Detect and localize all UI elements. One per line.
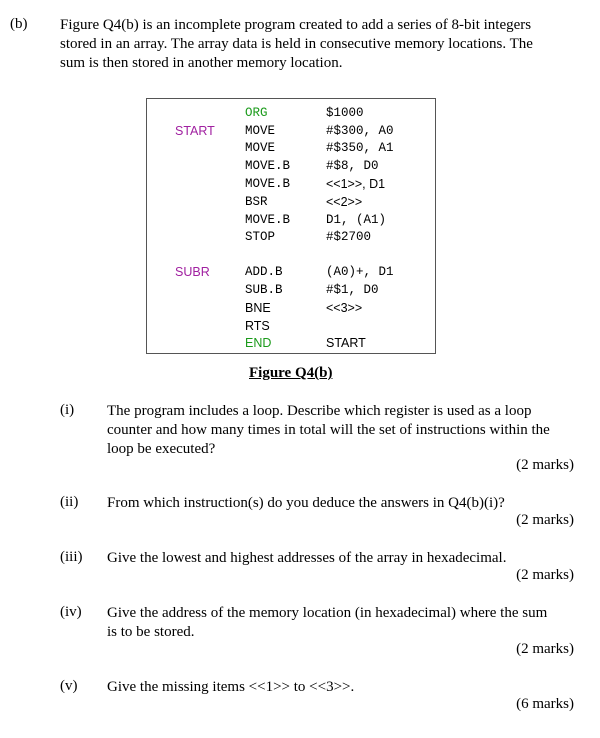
code-opcode: SUB.B xyxy=(245,283,283,297)
marks-label: (2 marks) xyxy=(516,457,574,473)
part-label: (b) xyxy=(10,16,28,32)
marks-label: (2 marks) xyxy=(516,641,574,657)
question-number: (ii) xyxy=(60,494,79,510)
code-operand: $1000 xyxy=(326,106,364,120)
code-line xyxy=(147,319,435,337)
code-line xyxy=(147,141,435,159)
intro-line: stored in an array. The array data is held in consecutive memory locations. The xyxy=(60,36,533,52)
code-operand: START xyxy=(326,336,366,350)
question-line: From which instruction(s) do you deduce the answers in Q4(b)(i)? xyxy=(107,495,505,511)
code-figure xyxy=(146,98,436,354)
marks-label: (6 marks) xyxy=(516,696,574,712)
code-line xyxy=(147,283,435,301)
code-line xyxy=(147,159,435,177)
code-label: SUBR xyxy=(175,265,210,279)
code-opcode: MOVE.B xyxy=(245,177,291,191)
marks-label: (2 marks) xyxy=(516,512,574,528)
code-operand: <<3>> xyxy=(326,301,363,315)
code-operand: (A0)+, D1 xyxy=(326,265,394,279)
intro-line: Figure Q4(b) is an incomplete program created to add a series of 8-bit integers xyxy=(60,17,532,33)
code-operand: #$2700 xyxy=(326,230,372,244)
code-operand: D1, (A1) xyxy=(326,213,387,227)
code-opcode: RTS xyxy=(245,319,270,333)
code-line xyxy=(147,177,435,195)
code-opcode: MOVE xyxy=(245,141,276,155)
code-line xyxy=(147,301,435,319)
code-line xyxy=(147,230,435,248)
question-line: is to be stored. xyxy=(107,624,195,640)
code-opcode: STOP xyxy=(245,230,276,244)
question-number: (v) xyxy=(60,678,78,694)
question-line: Give the address of the memory location (in hexadecimal) where the sum xyxy=(107,605,548,621)
code-opcode: BSR xyxy=(245,195,268,209)
question-number: (i) xyxy=(60,402,75,418)
code-operand: #$300, A0 xyxy=(326,124,394,138)
code-operand: #$8, D0 xyxy=(326,159,379,173)
code-operand: #$1, D0 xyxy=(326,283,379,297)
code-opcode: MOVE.B xyxy=(245,213,291,227)
question-text xyxy=(107,678,582,697)
code-operand: <<1>>, D1 xyxy=(326,177,386,191)
code-directive: END xyxy=(245,336,272,350)
question-line: loop be executed? xyxy=(107,441,216,457)
code-operand: #$350, A1 xyxy=(326,141,394,155)
question-number: (iv) xyxy=(60,604,82,620)
code-opcode: ADD.B xyxy=(245,265,283,279)
code-line xyxy=(147,195,435,213)
marks-label: (2 marks) xyxy=(516,567,574,583)
question-line: The program includes a loop. Describe which register is used as a loop xyxy=(107,403,532,419)
question-line: Give the lowest and highest addresses of the array in hexadecimal. xyxy=(107,550,507,566)
code-operand: <<2>> xyxy=(326,195,363,209)
question-text xyxy=(107,494,582,513)
question-text xyxy=(107,604,582,642)
code-line xyxy=(147,213,435,231)
question-number: (iii) xyxy=(60,549,83,565)
code-opcode: BNE xyxy=(245,301,271,315)
question-line: counter and how many times in total will the set of instructions within the xyxy=(107,422,550,438)
code-line xyxy=(147,265,435,283)
code-label: START xyxy=(175,124,215,138)
question-line: Give the missing items <<1>> to <<3>>. xyxy=(107,679,355,695)
code-line xyxy=(147,124,435,142)
figure-caption: Figure Q4(b) xyxy=(249,365,333,381)
question-text xyxy=(107,549,582,568)
code-opcode: MOVE.B xyxy=(245,159,291,173)
code-line xyxy=(147,106,435,124)
code-opcode: MOVE xyxy=(245,124,276,138)
code-directive: ORG xyxy=(245,106,268,120)
question-text xyxy=(107,402,582,459)
intro-paragraph xyxy=(60,16,580,73)
intro-line: sum is then stored in another memory location. xyxy=(60,55,343,71)
code-line xyxy=(147,336,435,354)
